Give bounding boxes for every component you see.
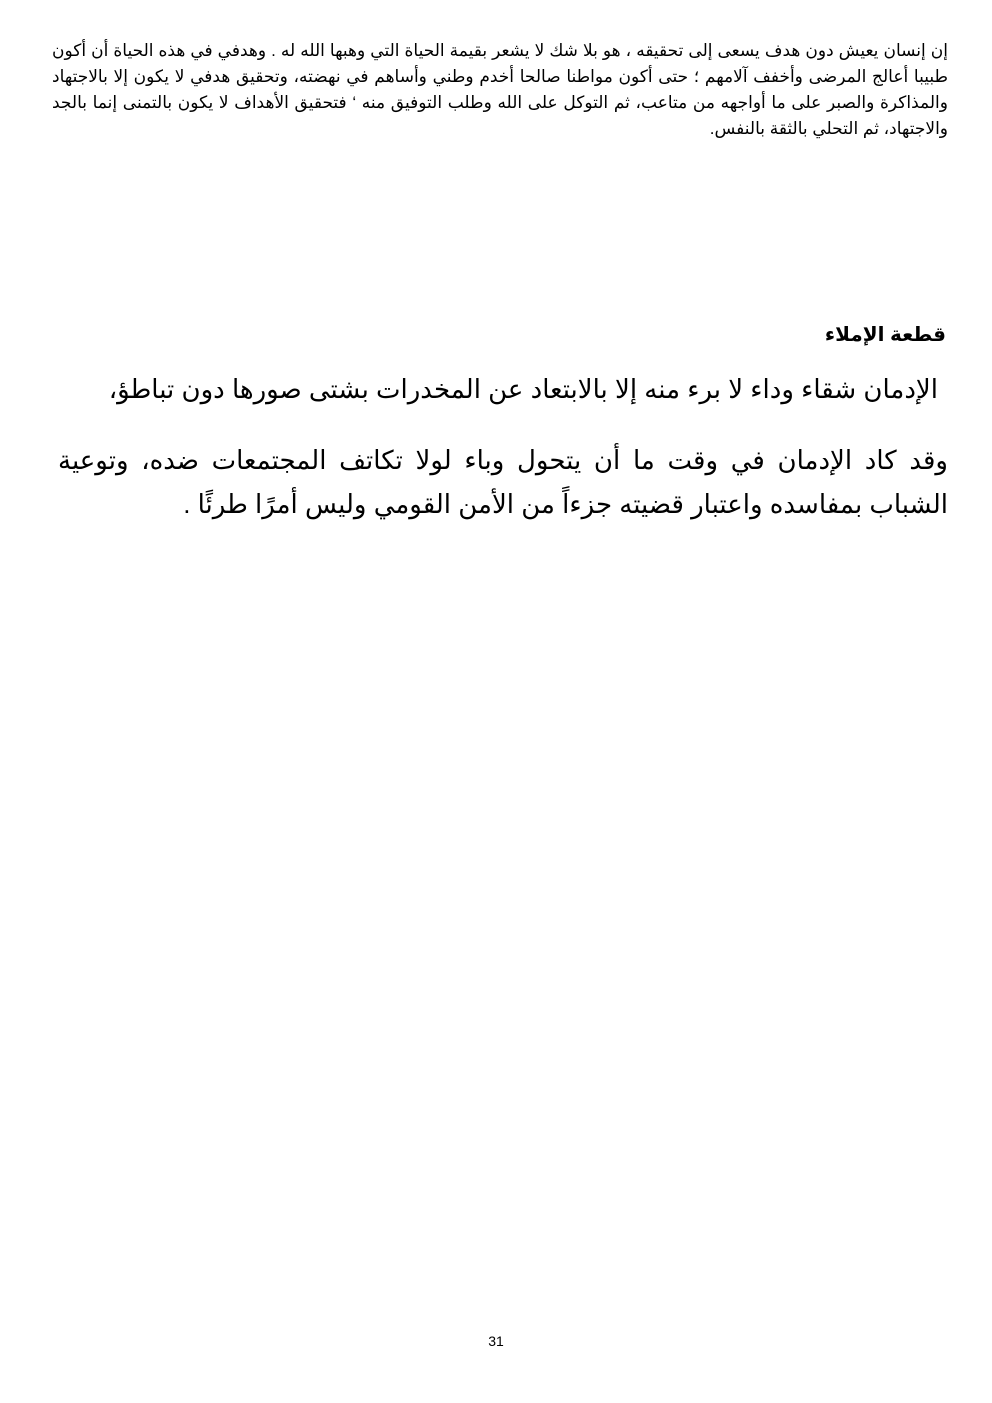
page-number: 31 bbox=[488, 1333, 504, 1349]
dictation-line: الإدمان شقاء وداء لا برء منه إلا بالابتعاد عن المخدرات بشتى صورها دون تباطؤ، bbox=[108, 374, 938, 404]
dictation-title: قطعة الإملاء bbox=[824, 324, 946, 346]
intro-paragraph: إن إنسان يعيش دون هدف يسعى إلى تحقيقه ، هو بلا شك لا يشعر بقيمة الحياة التي وهبها الله له . وهدفي في هذه الحياة أن أكون طبيبا أعالج المرضى وأخفف آلامهم ؛ حتى أكون مواطنا صالحا أخدم وطني وأساهم في نهضته، وتحقيق هدفي لا يكون إلا بالاجتهاد والمذاكرة والصبر على ما أواجهه من متاعب، ثم التوكل على الله وطلب التوفيق منه ‘ فتحقيق الأهداف لا يكون بالتمنى إنما بالجد والاجتهاد، ثم التحلي بالثقة بالنفس. bbox=[52, 41, 948, 138]
dictation-line: وقد كاد الإدمان في وقت ما أن يتحول وباء لولا تكاتف المجتمعات ضده، وتوعية bbox=[58, 445, 948, 475]
dictation-passage bbox=[58, 368, 948, 526]
dictation-line: الشباب بمفاسده واعتبار قضيته جزءاً من الأمن القومي وليس أمرًا طرئًا . bbox=[183, 489, 948, 519]
